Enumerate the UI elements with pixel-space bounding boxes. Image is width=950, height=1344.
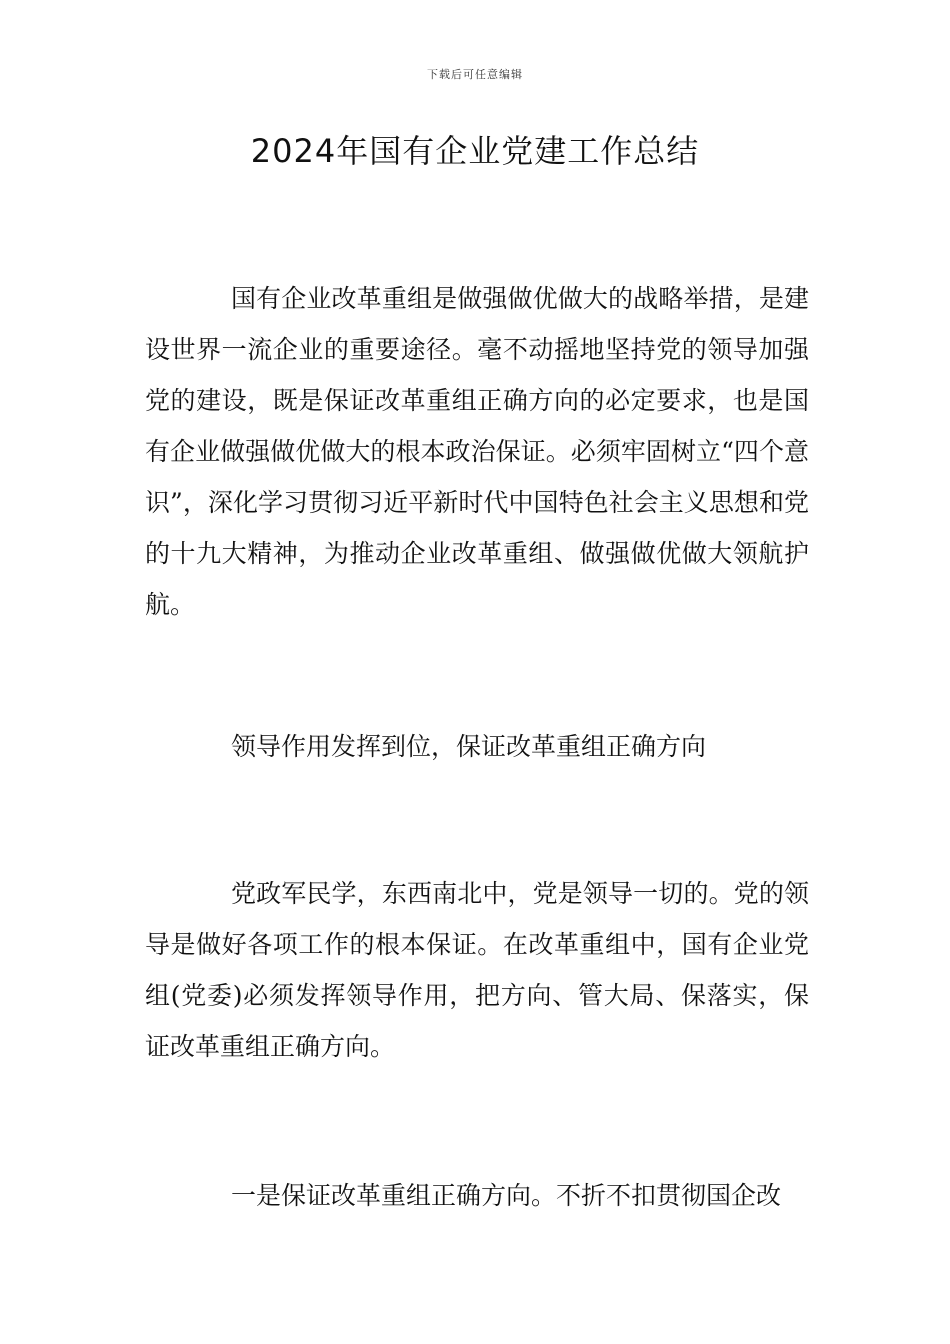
header-note: 下载后可任意编辑 — [427, 68, 523, 81]
document-title: 2024年国有企业党建工作总结 — [250, 132, 700, 170]
paragraph-point-one: 一是保证改革重组正确方向。不折不扣贯彻国企改 — [231, 1181, 782, 1210]
paragraph-leadership: 党政军民学，东西南北中，党是领导一切的。党的领导是做好各项工作的根本保证。在改革重组中，国有企业党组(党委)必须发挥领导作用，把方向、管大局、保落实，保证改革重组正确方向。 — [145, 879, 809, 1061]
paragraph-intro: 国有企业改革重组是做强做优做大的战略举措，是建设世界一流企业的重要途径。毫不动摇地坚持党的领导加强党的建设，既是保证改革重组正确方向的必定要求，也是国有企业做强做优做大的根本政治保证。必须牢固树立“四个意识”，深化学习贯彻习近平新时代中国特色社会主义思想和党的十九大精神，为推动企业改革重组、做强做优做大领航护航。 — [145, 284, 809, 619]
section-heading: 领导作用发挥到位，保证改革重组正确方向 — [231, 732, 707, 761]
